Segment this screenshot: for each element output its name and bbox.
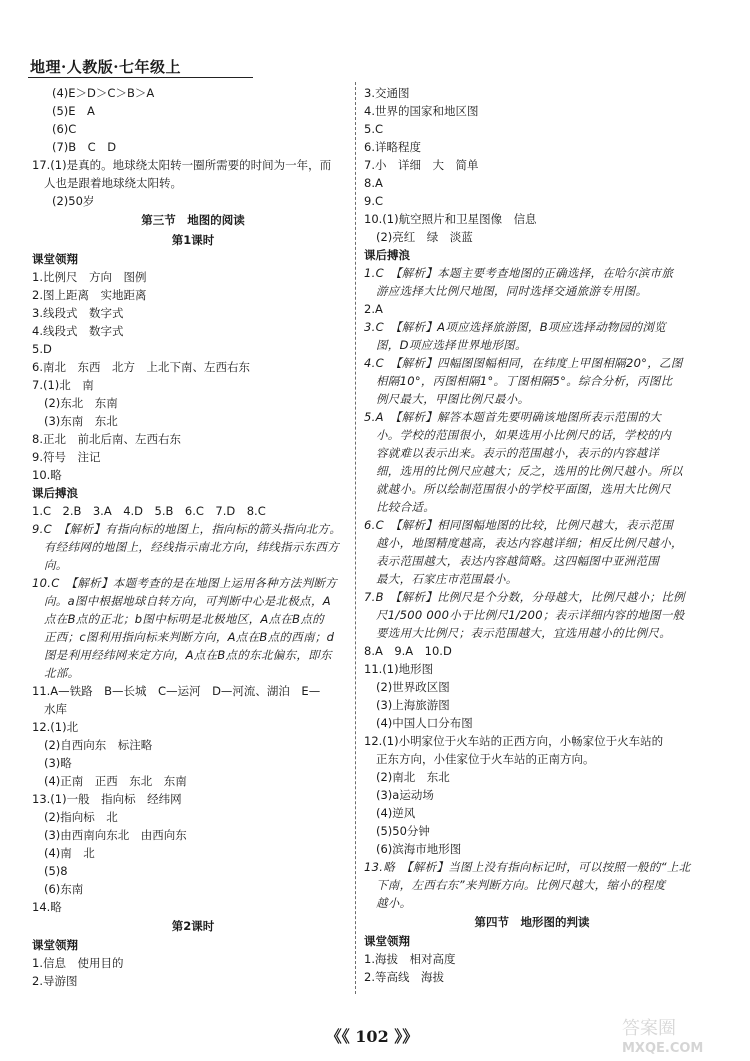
answer-line: 比较合适。 [376, 500, 435, 514]
answer-line: 3.线段式 数字式 [32, 306, 124, 320]
answer-line: (4)E＞D＞C＞B＞A [52, 86, 155, 100]
answer-line: 越小。 [376, 896, 412, 910]
answer-line: 2.图上距离 实地距离 [32, 288, 147, 302]
answer-line: (2)50岁 [52, 194, 95, 208]
page-number [312, 1024, 432, 1047]
answer-line: 有经纬网的地图上，经线指示南北方向，纬线指示东西方 [44, 540, 339, 554]
answer-line: 例尺最大，甲图比例尺最小。 [376, 392, 530, 406]
answer-line: 7.小 详细 大 简单 [364, 158, 479, 172]
answer-line: 6.南北 东西 北方 上北下南、左西右东 [32, 360, 250, 374]
answer-line: (3)略 [44, 756, 72, 770]
answer-line: 北部。 [44, 666, 80, 680]
answer-line: 向。 [44, 558, 68, 572]
answer-line: 人也是跟着地球绕太阳转。 [44, 176, 182, 190]
answer-line: 10.C 【解析】本题考查的是在地图上运用各种方法判断方 [32, 576, 337, 590]
answer-line: 1.C 【解析】本题主要考查地图的正确选择，在哈尔滨市旅 [364, 266, 674, 280]
answer-line: 表示范围越大，表达内容越简略。这四幅图中亚洲范围 [376, 554, 660, 568]
answer-line: 14.略 [32, 900, 62, 914]
answer-line: (2)自西向东 标注略 [44, 738, 153, 752]
answer-line: 8.A [364, 176, 383, 190]
answer-line: 尺1/500 000小于比例尺1/200；表示详细内容的地图一般 [376, 608, 685, 622]
subsection-label: 课后搏浪 [32, 486, 78, 500]
answer-line: 1.比例尺 方向 图例 [32, 270, 147, 284]
answer-line: 8.正北 前北后南、左西右东 [32, 432, 181, 446]
answer-line: 最大，石家庄市范围最小。 [376, 572, 518, 586]
answer-line: (4)正南 正西 东北 东南 [44, 774, 187, 788]
answer-line: 9.C [364, 194, 384, 208]
answer-line: 4.线段式 数字式 [32, 324, 124, 338]
answer-line: 越小，地图精度越高，表达内容越详细；相反比例尺越小， [376, 536, 683, 550]
answer-line: 3.交通图 [364, 86, 410, 100]
answer-line: 点在B点的正北；b图中标明是北极地区，A点在B点的 [44, 612, 324, 626]
answer-line: (2)世界政区图 [376, 680, 450, 694]
answer-line: 9.C 【解析】有指向标的地图上，指向标的箭头指向北方。 [32, 522, 342, 536]
answer-line: (7)B C D [52, 140, 117, 154]
answer-line: 正西；c图利用指向标来判断方向，A点在B点的西南；d [44, 630, 335, 644]
answer-line: 图，D项应选择世界地形图。 [376, 338, 527, 352]
answer-line: 5.D [32, 342, 52, 356]
subsection-label: 课后搏浪 [364, 248, 410, 262]
page-arrows-right: 》》 [394, 1027, 419, 1046]
answer-line: 4.C 【解析】四幅图图幅相同，在纬度上甲图相隔20°，乙图 [364, 356, 683, 370]
answer-line: 7.(1)北 南 [32, 378, 94, 392]
answer-line: (4)逆风 [376, 806, 416, 820]
left-column [32, 84, 354, 990]
answer-line: (5)E A [52, 104, 95, 118]
answer-line: (5)50分钟 [376, 824, 430, 838]
answer-line: 5.C [364, 122, 384, 136]
subsection-label: 课堂领翔 [364, 934, 410, 948]
answer-line: 水库 [44, 702, 67, 716]
answer-line: 游应选择大比例尺地图，同时选择交通旅游专用图。 [376, 284, 648, 298]
answer-line: (3)上海旅游图 [376, 698, 450, 712]
column-divider [355, 82, 356, 994]
answer-line: 8.A 9.A 10.D [364, 644, 452, 658]
answer-line: 9.符号 注记 [32, 450, 101, 464]
answer-line: 10.(1)航空照片和卫星图像 信息 [364, 212, 537, 226]
answer-line: 下南，左西右东”来判断方向。比例尺越大，缩小的程度 [376, 878, 666, 892]
answer-line: 2.导游图 [32, 974, 78, 988]
subsection-label: 课堂领翔 [32, 252, 78, 266]
answer-line: 就越小。所以绘制范围很小的学校平面图，选用大比例尺 [376, 482, 671, 496]
answer-line: 细，选用的比例尺应越大；反之，选用的比例尺越小。所以 [376, 464, 683, 478]
answer-line: 12.(1)北 [32, 720, 79, 734]
answer-line: 3.C 【解析】A项应选择旅游图，B项应选择动物园的浏览 [364, 320, 666, 334]
answer-line: 13.略 【解析】当图上没有指向标记时，可以按照一般的“上北 [364, 860, 691, 874]
answer-line: (2)东北 东南 [44, 396, 118, 410]
answer-line: 1.信息 使用目的 [32, 956, 124, 970]
right-column [364, 84, 700, 986]
answer-line: 7.B 【解析】比例尺是个分数，分母越大，比例尺越小；比例 [364, 590, 685, 604]
answer-line: (2)南北 东北 [376, 770, 450, 784]
watermark-text-2: MXQE.COM [622, 1041, 704, 1056]
book-header: 地理·人教版·七年级上 [30, 58, 181, 76]
section-title: 第1课时 [171, 233, 215, 247]
answer-line: 11.(1)地形图 [364, 662, 434, 676]
section-title: 第2课时 [171, 919, 215, 933]
answer-line: (6)C [52, 122, 77, 136]
page-arrows-left: 《《 [325, 1027, 350, 1046]
answer-line: 6.详略程度 [364, 140, 421, 154]
answer-line: (5)8 [44, 864, 68, 878]
section-title: 第三节 地图的阅读 [141, 213, 245, 227]
answer-line: 5.A 【解析】解答本题首先要明确该地图所表示范围的大 [364, 410, 662, 424]
answer-line: 2.A [364, 302, 383, 316]
answer-line: 2.等高线 海拔 [364, 970, 444, 984]
answer-line: (3)东南 东北 [44, 414, 118, 428]
watermark-text-1: 答案圈 [622, 1018, 676, 1039]
answer-line: 13.(1)一般 指向标 经纬网 [32, 792, 182, 806]
answer-line: 向。a图中根据地球自转方向，可判断中心是北极点，A [44, 594, 331, 608]
answer-line: (4)中国人口分布图 [376, 716, 473, 730]
answer-line: 1.海拔 相对高度 [364, 952, 456, 966]
answer-line: 要选用大比例尺；表示范围越大，宜选用越小的比例尺。 [376, 626, 671, 640]
answer-line: 4.世界的国家和地区图 [364, 104, 479, 118]
answer-line: 图是利用经纬网来定方向，A点在B点的东北偏东，即东 [44, 648, 332, 662]
answer-line: (6)东南 [44, 882, 84, 896]
answer-line: (2)亮红 绿 淡蓝 [376, 230, 473, 244]
answer-line: 小。学校的范围很小，如果选用小比例尺的话，学校的内 [376, 428, 671, 442]
answer-line: 1.C 2.B 3.A 4.D 5.B 6.C 7.D 8.C [32, 504, 266, 518]
answer-line: 正东方向，小佳家位于火车站的正南方向。 [376, 752, 595, 766]
answer-line: (3)a运动场 [376, 788, 434, 802]
watermark-logo [618, 1014, 736, 1056]
answer-line: 17.(1)是真的。地球绕太阳转一圈所需要的时间为一年，而 [32, 158, 332, 172]
section-title: 第四节 地形图的判读 [474, 915, 590, 929]
answer-line: (2)指向标 北 [44, 810, 118, 824]
answer-line: 相隔10°，丙图相隔1°。丁图相隔5°。综合分析，丙图比 [376, 374, 673, 388]
answer-line: 12.(1)小明家位于火车站的正西方向，小畅家位于火车站的 [364, 734, 664, 748]
answer-line: 容就难以表示出来。表示的范围越小，表示的内容越详 [376, 446, 660, 460]
subsection-label: 课堂领翔 [32, 938, 78, 952]
answer-line: (4)南 北 [44, 846, 95, 860]
answer-line: (3)由西南向东北 由西向东 [44, 828, 187, 842]
answer-line: 6.C 【解析】相同图幅地图的比较，比例尺越大，表示范围 [364, 518, 674, 532]
page-number-value: 102 [355, 1027, 389, 1046]
answer-line: 11.A—铁路 B—长城 C—运河 D—河流、湖泊 E— [32, 684, 321, 698]
header-rule [28, 77, 253, 78]
answer-line: 10.略 [32, 468, 62, 482]
answer-line: (6)滨海市地形图 [376, 842, 462, 856]
